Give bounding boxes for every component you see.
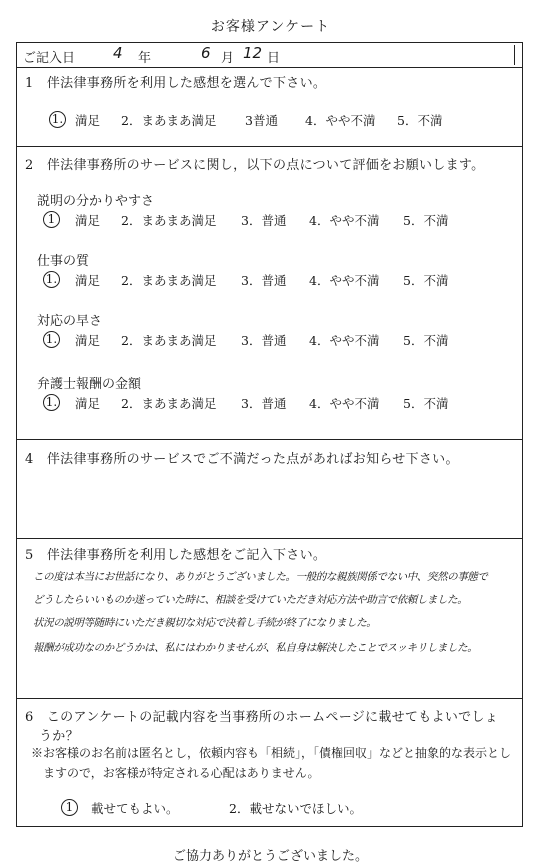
- q2-item-4-option-1-label: 満足: [75, 396, 101, 411]
- question-6-text-line-2: うか？: [39, 729, 79, 744]
- q2-item-1-circle: 1: [43, 211, 60, 228]
- q6-option-1-label: 載せてもよい。: [91, 801, 179, 816]
- q2-item-1-option-1-label: 満足: [75, 213, 101, 228]
- q2-item-2-option-2[interactable]: 2．まあまあ満足: [121, 273, 217, 288]
- question-1-text: 1 伴法律事務所を利用した感想を選んで下さい。: [25, 76, 327, 91]
- q5-answer-line-2[interactable]: どうしたらいいものか迷っていた時に、相談を受けていただき対応方法や助言で依頼しました。: [33, 594, 468, 606]
- question-5-text: 5 伴法律事務所を利用した感想をご記入下さい。: [25, 548, 327, 563]
- q2-item-2-option-4[interactable]: 4．やや不満: [309, 273, 380, 288]
- date-label: ご記入日: [23, 51, 76, 66]
- q2-item-4-label: 弁護士報酬の金額: [37, 377, 142, 392]
- question-6-note-line-2: ますので，お客様が特定される心配はありません。: [43, 766, 320, 780]
- date-year-value[interactable]: 4: [113, 44, 123, 62]
- q1-option-1-label: 満足: [75, 113, 101, 128]
- q2-item-2-option-1-label: 満足: [75, 273, 101, 288]
- question-6-text-line-1: 6 このアンケートの記載内容を当事務所のホームページに載せてもよいでしょ: [25, 710, 499, 725]
- q2-item-4-option-3[interactable]: 3．普通: [241, 396, 287, 411]
- q2-item-3-option-1-label: 満足: [75, 333, 101, 348]
- q2-item-3-option-5[interactable]: 5．不満: [403, 333, 449, 348]
- q5-answer-line-1[interactable]: この度は本当にお世話になり、ありがとうございました。一般的な親族関係でない中、突然の事態で: [33, 571, 488, 583]
- question-2: [17, 146, 522, 439]
- q2-item-1-label: 説明の分かりやすさ: [37, 194, 155, 209]
- survey-title: お客様アンケート: [210, 19, 331, 35]
- question-6-note-line-1: ※お客様のお名前は匿名とし，依頼内容も「相続」，「債権回収」などと抽象的な表示とし: [31, 746, 512, 760]
- question-1: [17, 67, 522, 146]
- q1-option-2[interactable]: 2．まあまあ満足: [121, 113, 217, 128]
- q2-item-1-option-2[interactable]: 2．まあまあ満足: [121, 213, 217, 228]
- q2-item-4-option-4[interactable]: 4．やや不満: [309, 396, 380, 411]
- q1-option-5[interactable]: 5．不満: [397, 113, 443, 128]
- question-6: [17, 698, 522, 826]
- q1-option-4[interactable]: 4．やや不満: [305, 113, 376, 128]
- q6-option-1-circle: 1: [61, 799, 78, 816]
- q2-item-1-option-4[interactable]: 4．やや不満: [309, 213, 380, 228]
- question-4-text: 4 伴法律事務所のサービスでご不満だった点があればお知らせ下さい。: [25, 452, 459, 467]
- question-2-text: 2 伴法律事務所のサービスに関し，以下の点について評価をお願いします。: [25, 158, 485, 173]
- q5-answer-line-4[interactable]: 報酬が成功なのかどうかは、私にはわかりませんが、私自身は解決したことでスッキリしました。: [33, 642, 478, 654]
- date-row: [17, 43, 522, 67]
- q2-item-3-option-3[interactable]: 3．普通: [241, 333, 287, 348]
- question-4: [17, 439, 522, 538]
- q2-item-1-option-3[interactable]: 3．普通: [241, 213, 287, 228]
- q2-item-4-option-5[interactable]: 5．不満: [403, 396, 449, 411]
- q2-item-4-circle: 1.: [43, 394, 60, 411]
- date-year-unit: 年: [138, 51, 152, 66]
- survey-form: [16, 42, 523, 827]
- date-divider: [514, 45, 515, 65]
- q1-option-1-circle: 1.: [49, 111, 66, 128]
- q1-option-1[interactable]: [49, 111, 66, 128]
- date-day-value[interactable]: 12: [243, 44, 263, 62]
- q1-option-3[interactable]: 3普通: [245, 113, 278, 128]
- q2-item-1-option-5[interactable]: 5．不満: [403, 213, 449, 228]
- q2-item-2-circle: 1.: [43, 271, 60, 288]
- footer-thanks: ご協力ありがとうございました。: [172, 849, 368, 864]
- date-month-unit: 月: [221, 51, 235, 66]
- q2-item-3-option-2[interactable]: 2．まあまあ満足: [121, 333, 217, 348]
- q2-item-2-option-3[interactable]: 3．普通: [241, 273, 287, 288]
- q2-item-2-label: 仕事の質: [37, 254, 90, 269]
- q5-answer-line-3[interactable]: 状況の説明等随時にいただき親切な対応で決着し手続が終了になりました。: [33, 617, 377, 629]
- q2-item-4-option-2[interactable]: 2．まあまあ満足: [121, 396, 217, 411]
- q2-item-3-circle: 1.: [43, 331, 60, 348]
- date-month-value[interactable]: 6: [201, 44, 211, 62]
- question-5: [17, 538, 522, 698]
- q6-option-2[interactable]: 2．載せないでほしい。: [229, 801, 362, 816]
- q2-item-3-option-4[interactable]: 4．やや不満: [309, 333, 380, 348]
- q2-item-3-label: 対応の早さ: [37, 314, 103, 329]
- date-day-unit: 日: [267, 51, 281, 66]
- q2-item-2-option-5[interactable]: 5．不満: [403, 273, 449, 288]
